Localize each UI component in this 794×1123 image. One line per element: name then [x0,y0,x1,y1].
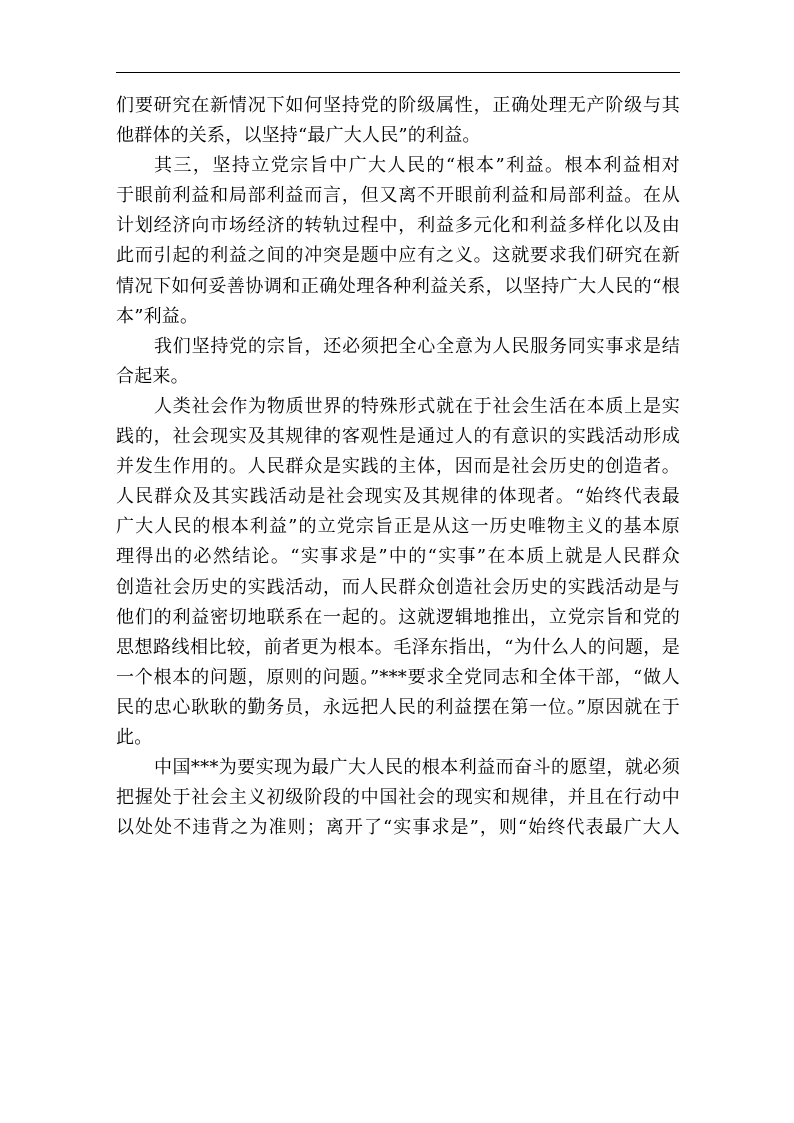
text-line: 合起来。 [116,365,189,387]
text-line: 于眼前利益和局部利益而言，但又离不开眼前利益和局部利益。在从 [116,185,680,207]
text-line: 计划经济向市场经济的转轨过程中，利益多元化和利益多样化以及由 [116,215,680,237]
text-line: 情况下如何妥善协调和正确处理各种利益关系，以坚持广大人民的“根 [116,275,680,297]
text-line: 他们的利益密切地联系在一起的。这就逻辑地推出，立党宗旨和党的 [116,606,680,628]
text-line: 本”利益。 [116,305,199,327]
text-line: 以处处不违背之为准则；离开了“实事求是”，则“始终代表最广大人 [116,817,680,839]
text-line: 一个根本的问题，原则的问题。”***要求全党同志和全体干部，“做人 [116,666,680,688]
header-rule [116,72,680,73]
text-line: 并发生作用的。人民群众是实践的主体，因而是社会历史的创造者。 [116,456,680,478]
text-line: 此而引起的利益之间的冲突是题中应有之义。这就要求我们研究在新 [116,245,680,267]
text-line: 我们坚持党的宗旨，还必须把全心全意为人民服务同实事求是结 [154,335,680,357]
text-line: 思想路线相比较，前者更为根本。毛泽东指出，“为什么人的问题，是 [116,636,680,658]
text-line: 理得出的必然结论。“实事求是”中的“实事”在本质上就是人民群众 [116,546,680,568]
text-line: 践的，社会现实及其规律的客观性是通过人的有意识的实践活动形成 [116,426,680,448]
text-line: 们要研究在新情况下如何坚持党的阶级属性，正确处理无产阶级与其 [116,95,680,116]
text-line: 其三，坚持立党宗旨中广大人民的“根本”利益。根本利益相对 [154,155,680,177]
text-line: 他群体的关系，以坚持“最广大人民”的利益。 [116,125,481,147]
document-body [116,91,680,843]
text-line: 广大人民的根本利益”的立党宗旨正是从这一历史唯物主义的基本原 [116,516,680,538]
text-line: 中国***为要实现为最广大人民的根本利益而奋斗的愿望，就必须 [154,757,680,779]
text-line: 把握处于社会主义初级阶段的中国社会的现实和规律，并且在行动中 [116,787,680,809]
text-line: 创造社会历史的实践活动，而人民群众创造社会历史的实践活动是与 [116,576,680,598]
text-line: 此。 [116,726,153,748]
text-line: 人类社会作为物质世界的特殊形式就在于社会生活在本质上是实 [154,395,680,417]
text-line: 人民群众及其实践活动是社会现实及其规律的体现者。“始终代表最 [116,486,680,508]
text-line: 民的忠心耿耿的勤务员，永远把人民的利益摆在第一位。”原因就在于 [116,696,680,718]
